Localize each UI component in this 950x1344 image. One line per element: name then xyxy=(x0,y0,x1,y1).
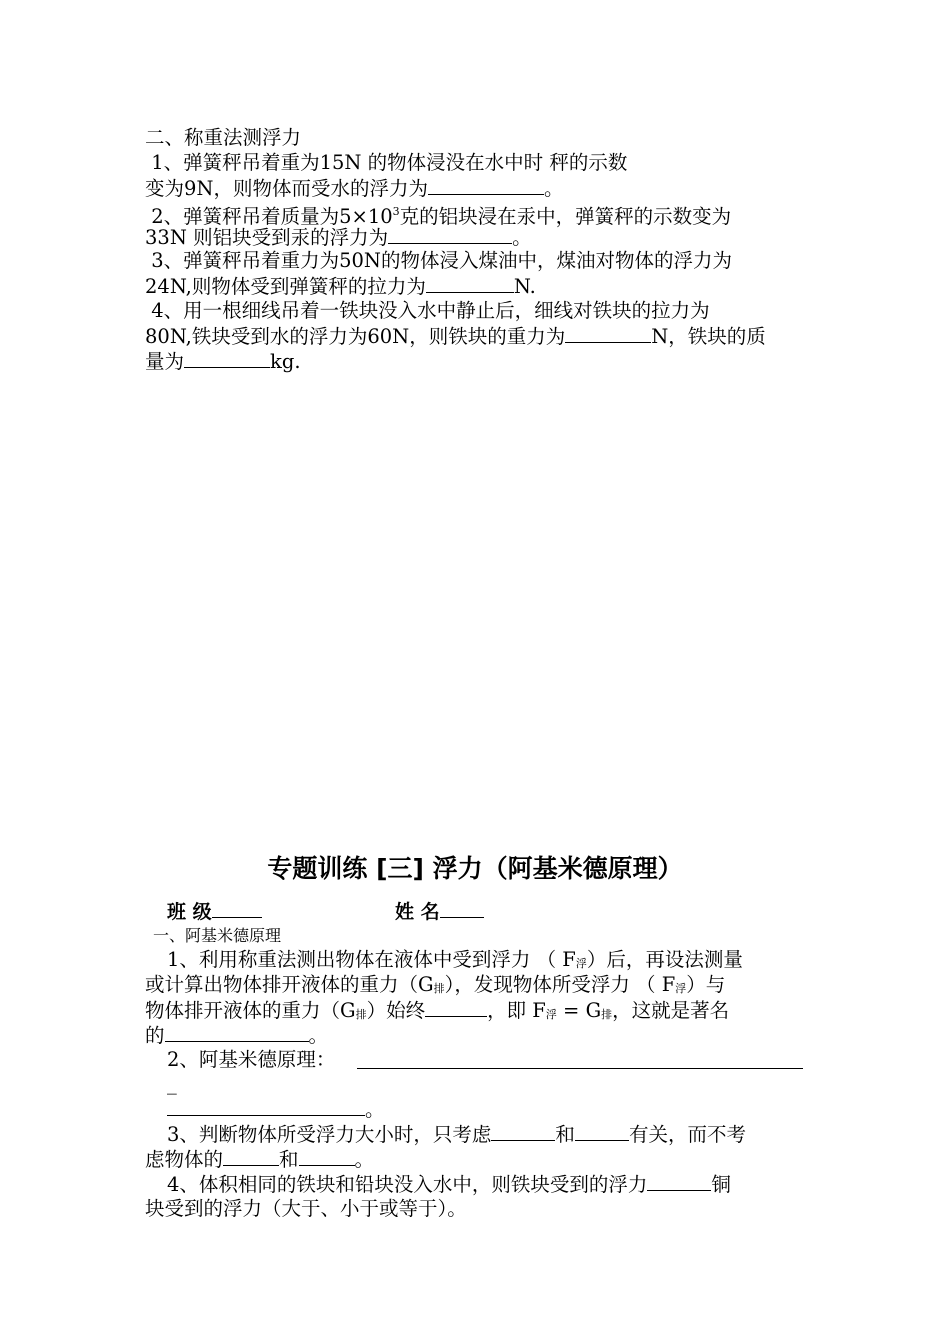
item-4-line-1: 4、体积相同的铁块和铅块没入水中，则铁块受到的浮力 铜 xyxy=(167,1173,731,1196)
question-1-line-1: 1、弹簧秤吊着重为15N 的物体浸没在水中时 秤的示数 xyxy=(151,151,628,174)
item-1-line-1: 1、利用称重法测出物体在液体中受到浮力 （ F浮）后，再设法测量 xyxy=(167,948,743,971)
item-2-line-2: _ xyxy=(167,1072,177,1095)
class-field: 班 级 xyxy=(167,899,832,924)
item-4-line-2: 块受到的浮力（大于、小于或等于）。 xyxy=(145,1197,467,1220)
section-heading: 二、称重法测浮力 xyxy=(145,126,302,149)
answer-blank[interactable] xyxy=(491,1122,555,1141)
answer-blank[interactable] xyxy=(299,1147,355,1166)
question-1-line-2: 变为9N，则物体而受水的浮力为 。 xyxy=(145,177,564,200)
name-field: 姓 名 xyxy=(395,899,950,924)
answer-blank[interactable] xyxy=(647,1172,711,1191)
item-2-line-3: 。 xyxy=(167,1097,832,1122)
answer-blank[interactable] xyxy=(425,998,487,1017)
answer-blank[interactable] xyxy=(165,1023,309,1042)
question-4-line-2: 80N,铁块受到水的浮力为60N，则铁块的重力为 N，铁块的质 xyxy=(145,325,766,348)
answer-blank[interactable] xyxy=(428,176,544,195)
item-3-line-2: 虑物体的 和 。 xyxy=(145,1148,375,1171)
name-blank[interactable] xyxy=(440,899,484,918)
question-2-line-1: 2、弹簧秤吊着质量为$5\times 10^3$克的铝块浸在汞中，弹簧秤的示数变为 xyxy=(151,205,732,228)
answer-line-long[interactable] xyxy=(357,1068,803,1069)
question-2-line-2: 33N 则铝块受到汞的浮力为 。 xyxy=(145,226,532,249)
answer-blank[interactable] xyxy=(167,1097,365,1116)
worksheet-title: 专题训练 [三] 浮力（阿基米德原理） xyxy=(267,854,683,883)
item-1-line-2: 或计算出物体排开液体的重力（G排），发现物体所受浮力 （ F浮）与 xyxy=(145,973,726,996)
class-blank[interactable] xyxy=(212,899,262,918)
item-2-line-1: 2、阿基米德原理： xyxy=(167,1048,336,1071)
part-1-heading: 一、阿基米德原理 xyxy=(153,926,282,945)
answer-blank[interactable] xyxy=(223,1147,279,1166)
question-4-line-1: 4、用一根细线吊着一铁块没入水中静止后，细线对铁块的拉力为 xyxy=(151,299,710,322)
item-1-line-4: 的 。 xyxy=(145,1024,329,1047)
item-3-line-1: 3、判断物体所受浮力大小时，只考虑 和 有关，而不考 xyxy=(167,1123,746,1146)
answer-blank[interactable] xyxy=(426,274,514,293)
question-4-line-3: 量为 kg. xyxy=(145,350,301,373)
answer-blank[interactable] xyxy=(565,324,651,343)
answer-blank[interactable] xyxy=(575,1122,629,1141)
question-3-line-1: 3、弹簧秤吊着重力为50N的物体浸入煤油中，煤油对物体的浮力为 xyxy=(151,249,732,272)
item-1-line-3: 物体排开液体的重力（G排）始终 ，即 F浮 = G排，这就是著名 xyxy=(145,999,730,1022)
answer-blank[interactable] xyxy=(388,225,512,244)
question-3-line-2: 24N,则物体受到弹簧秤的拉力为 N. xyxy=(145,275,536,298)
answer-blank[interactable] xyxy=(184,349,270,368)
